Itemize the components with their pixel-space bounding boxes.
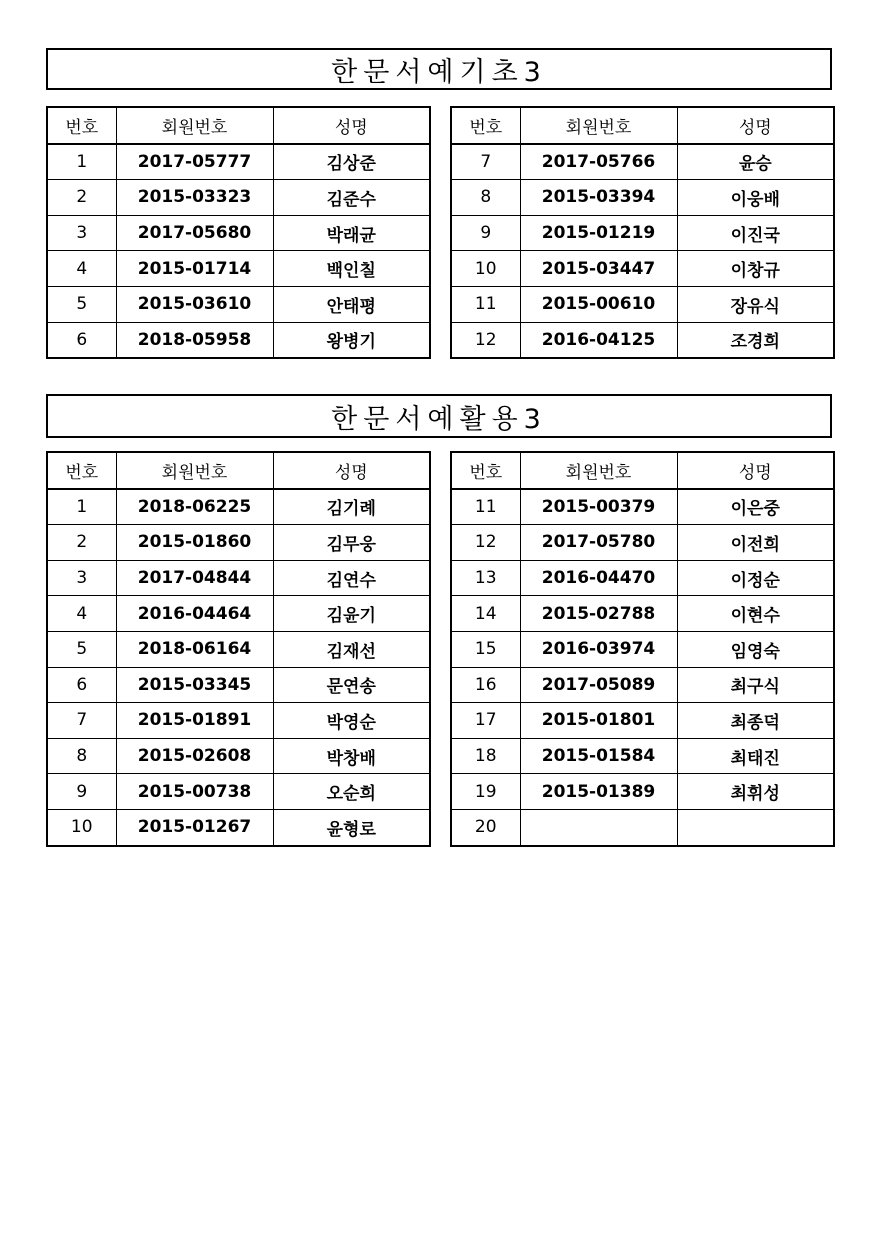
cell-member-id: 2018-05958: [116, 322, 273, 358]
table-row: [47, 215, 430, 251]
cell-name: 왕병기: [273, 322, 430, 358]
member-table-right: [450, 451, 835, 847]
cell-member-id: 2018-06164: [116, 631, 273, 667]
cell-member-id: 2015-00738: [116, 774, 273, 810]
cell-member-id: 2017-05766: [520, 144, 677, 180]
cell-name: 김기례: [273, 489, 430, 525]
table-row: [451, 738, 834, 774]
table-row: [47, 322, 430, 358]
header-number: 번호: [451, 452, 520, 489]
table-row: [47, 774, 430, 810]
table-row: [47, 144, 430, 180]
cell-name: 이창규: [677, 251, 834, 287]
cell-number: 15: [451, 631, 520, 667]
cell-name: 이정순: [677, 560, 834, 596]
table-row: [47, 667, 430, 703]
cell-name: 김재선: [273, 631, 430, 667]
header-number: 번호: [451, 107, 520, 144]
cell-number: 12: [451, 322, 520, 358]
cell-number: 11: [451, 489, 520, 525]
cell-member-id: [520, 809, 677, 845]
cell-name: 박래균: [273, 215, 430, 251]
cell-member-id: 2015-01801: [520, 703, 677, 739]
cell-number: 19: [451, 774, 520, 810]
table-row: [47, 560, 430, 596]
table-row: [47, 596, 430, 632]
header-name: 성명: [273, 452, 430, 489]
cell-number: 14: [451, 596, 520, 632]
cell-name: 이진국: [677, 215, 834, 251]
cell-number: 4: [47, 596, 116, 632]
cell-name: 윤형로: [273, 809, 430, 845]
cell-member-id: 2017-05777: [116, 144, 273, 180]
cell-member-id: 2015-03394: [520, 180, 677, 216]
table-row: [47, 631, 430, 667]
cell-name: 김무웅: [273, 525, 430, 561]
cell-member-id: 2015-02608: [116, 738, 273, 774]
cell-name: 윤승: [677, 144, 834, 180]
cell-number: 2: [47, 525, 116, 561]
cell-name: 임영숙: [677, 631, 834, 667]
table-row: [47, 180, 430, 216]
cell-member-id: 2015-01219: [520, 215, 677, 251]
table-row: [47, 525, 430, 561]
cell-name: 최구식: [677, 667, 834, 703]
cell-number: 10: [47, 809, 116, 845]
cell-member-id: 2015-01267: [116, 809, 273, 845]
cell-number: 17: [451, 703, 520, 739]
cell-member-id: 2015-01584: [520, 738, 677, 774]
table-row: [47, 286, 430, 322]
cell-name: 최종덕: [677, 703, 834, 739]
cell-member-id: 2015-00610: [520, 286, 677, 322]
cell-name: 오순희: [273, 774, 430, 810]
header-member-id: 회원번호: [520, 107, 677, 144]
header-name: 성명: [677, 452, 834, 489]
table-row: [47, 809, 430, 845]
header-name: 성명: [273, 107, 430, 144]
member-table-left: [46, 451, 431, 847]
cell-number: 7: [451, 144, 520, 180]
table-row: [451, 286, 834, 322]
header-member-id: 회원번호: [116, 452, 273, 489]
header-number: 번호: [47, 107, 116, 144]
table-row: [451, 489, 834, 525]
table-row: [451, 525, 834, 561]
cell-member-id: 2016-03974: [520, 631, 677, 667]
cell-number: 3: [47, 560, 116, 596]
table-row: [47, 251, 430, 287]
cell-number: 10: [451, 251, 520, 287]
cell-member-id: 2016-04470: [520, 560, 677, 596]
cell-name: [677, 809, 834, 845]
header-name: 성명: [677, 107, 834, 144]
cell-number: 3: [47, 215, 116, 251]
cell-name: 최태진: [677, 738, 834, 774]
cell-number: 13: [451, 560, 520, 596]
cell-name: 김윤기: [273, 596, 430, 632]
table-header-row: [451, 107, 834, 144]
table-row: [451, 703, 834, 739]
table-row: [451, 774, 834, 810]
cell-name: 조경희: [677, 322, 834, 358]
member-table-left: [46, 106, 431, 359]
cell-member-id: 2015-02788: [520, 596, 677, 632]
cell-name: 이웅배: [677, 180, 834, 216]
cell-number: 16: [451, 667, 520, 703]
table-header-row: [451, 452, 834, 489]
cell-member-id: 2015-01714: [116, 251, 273, 287]
table-row: [451, 809, 834, 845]
cell-number: 8: [47, 738, 116, 774]
cell-number: 1: [47, 144, 116, 180]
member-table-right: [450, 106, 835, 359]
table-row: [451, 596, 834, 632]
cell-number: 6: [47, 322, 116, 358]
cell-number: 5: [47, 631, 116, 667]
cell-name: 김상준: [273, 144, 430, 180]
cell-member-id: 2017-05680: [116, 215, 273, 251]
cell-member-id: 2017-05089: [520, 667, 677, 703]
table-row: [451, 144, 834, 180]
cell-member-id: 2015-01891: [116, 703, 273, 739]
table-row: [451, 251, 834, 287]
cell-member-id: 2016-04125: [520, 322, 677, 358]
cell-number: 12: [451, 525, 520, 561]
cell-number: 8: [451, 180, 520, 216]
cell-member-id: 2015-03323: [116, 180, 273, 216]
cell-number: 1: [47, 489, 116, 525]
cell-member-id: 2015-03345: [116, 667, 273, 703]
table-row: [47, 489, 430, 525]
cell-member-id: 2015-01860: [116, 525, 273, 561]
cell-member-id: 2018-06225: [116, 489, 273, 525]
table-header-row: [47, 452, 430, 489]
header-number: 번호: [47, 452, 116, 489]
cell-member-id: 2017-04844: [116, 560, 273, 596]
cell-number: 9: [47, 774, 116, 810]
cell-member-id: 2015-00379: [520, 489, 677, 525]
cell-name: 이전희: [677, 525, 834, 561]
cell-number: 11: [451, 286, 520, 322]
cell-number: 20: [451, 809, 520, 845]
header-member-id: 회원번호: [520, 452, 677, 489]
section-title: 한문서예기초3: [46, 48, 832, 90]
cell-number: 6: [47, 667, 116, 703]
table-row: [451, 560, 834, 596]
cell-number: 9: [451, 215, 520, 251]
cell-member-id: 2015-01389: [520, 774, 677, 810]
table-row: [47, 738, 430, 774]
table-row: [451, 631, 834, 667]
cell-name: 박영순: [273, 703, 430, 739]
cell-name: 안태평: [273, 286, 430, 322]
section-title: 한문서예활용3: [46, 394, 832, 438]
table-header-row: [47, 107, 430, 144]
table-row: [47, 703, 430, 739]
cell-member-id: 2015-03610: [116, 286, 273, 322]
cell-number: 2: [47, 180, 116, 216]
table-row: [451, 215, 834, 251]
cell-name: 백인칠: [273, 251, 430, 287]
cell-number: 4: [47, 251, 116, 287]
cell-name: 박창배: [273, 738, 430, 774]
cell-number: 5: [47, 286, 116, 322]
cell-name: 이현수: [677, 596, 834, 632]
cell-name: 최휘성: [677, 774, 834, 810]
cell-name: 장유식: [677, 286, 834, 322]
cell-member-id: 2015-03447: [520, 251, 677, 287]
table-row: [451, 322, 834, 358]
cell-number: 7: [47, 703, 116, 739]
table-row: [451, 667, 834, 703]
cell-name: 김연수: [273, 560, 430, 596]
cell-member-id: 2016-04464: [116, 596, 273, 632]
cell-name: 이은중: [677, 489, 834, 525]
table-row: [451, 180, 834, 216]
cell-number: 18: [451, 738, 520, 774]
header-member-id: 회원번호: [116, 107, 273, 144]
cell-name: 김준수: [273, 180, 430, 216]
cell-name: 문연송: [273, 667, 430, 703]
cell-member-id: 2017-05780: [520, 525, 677, 561]
